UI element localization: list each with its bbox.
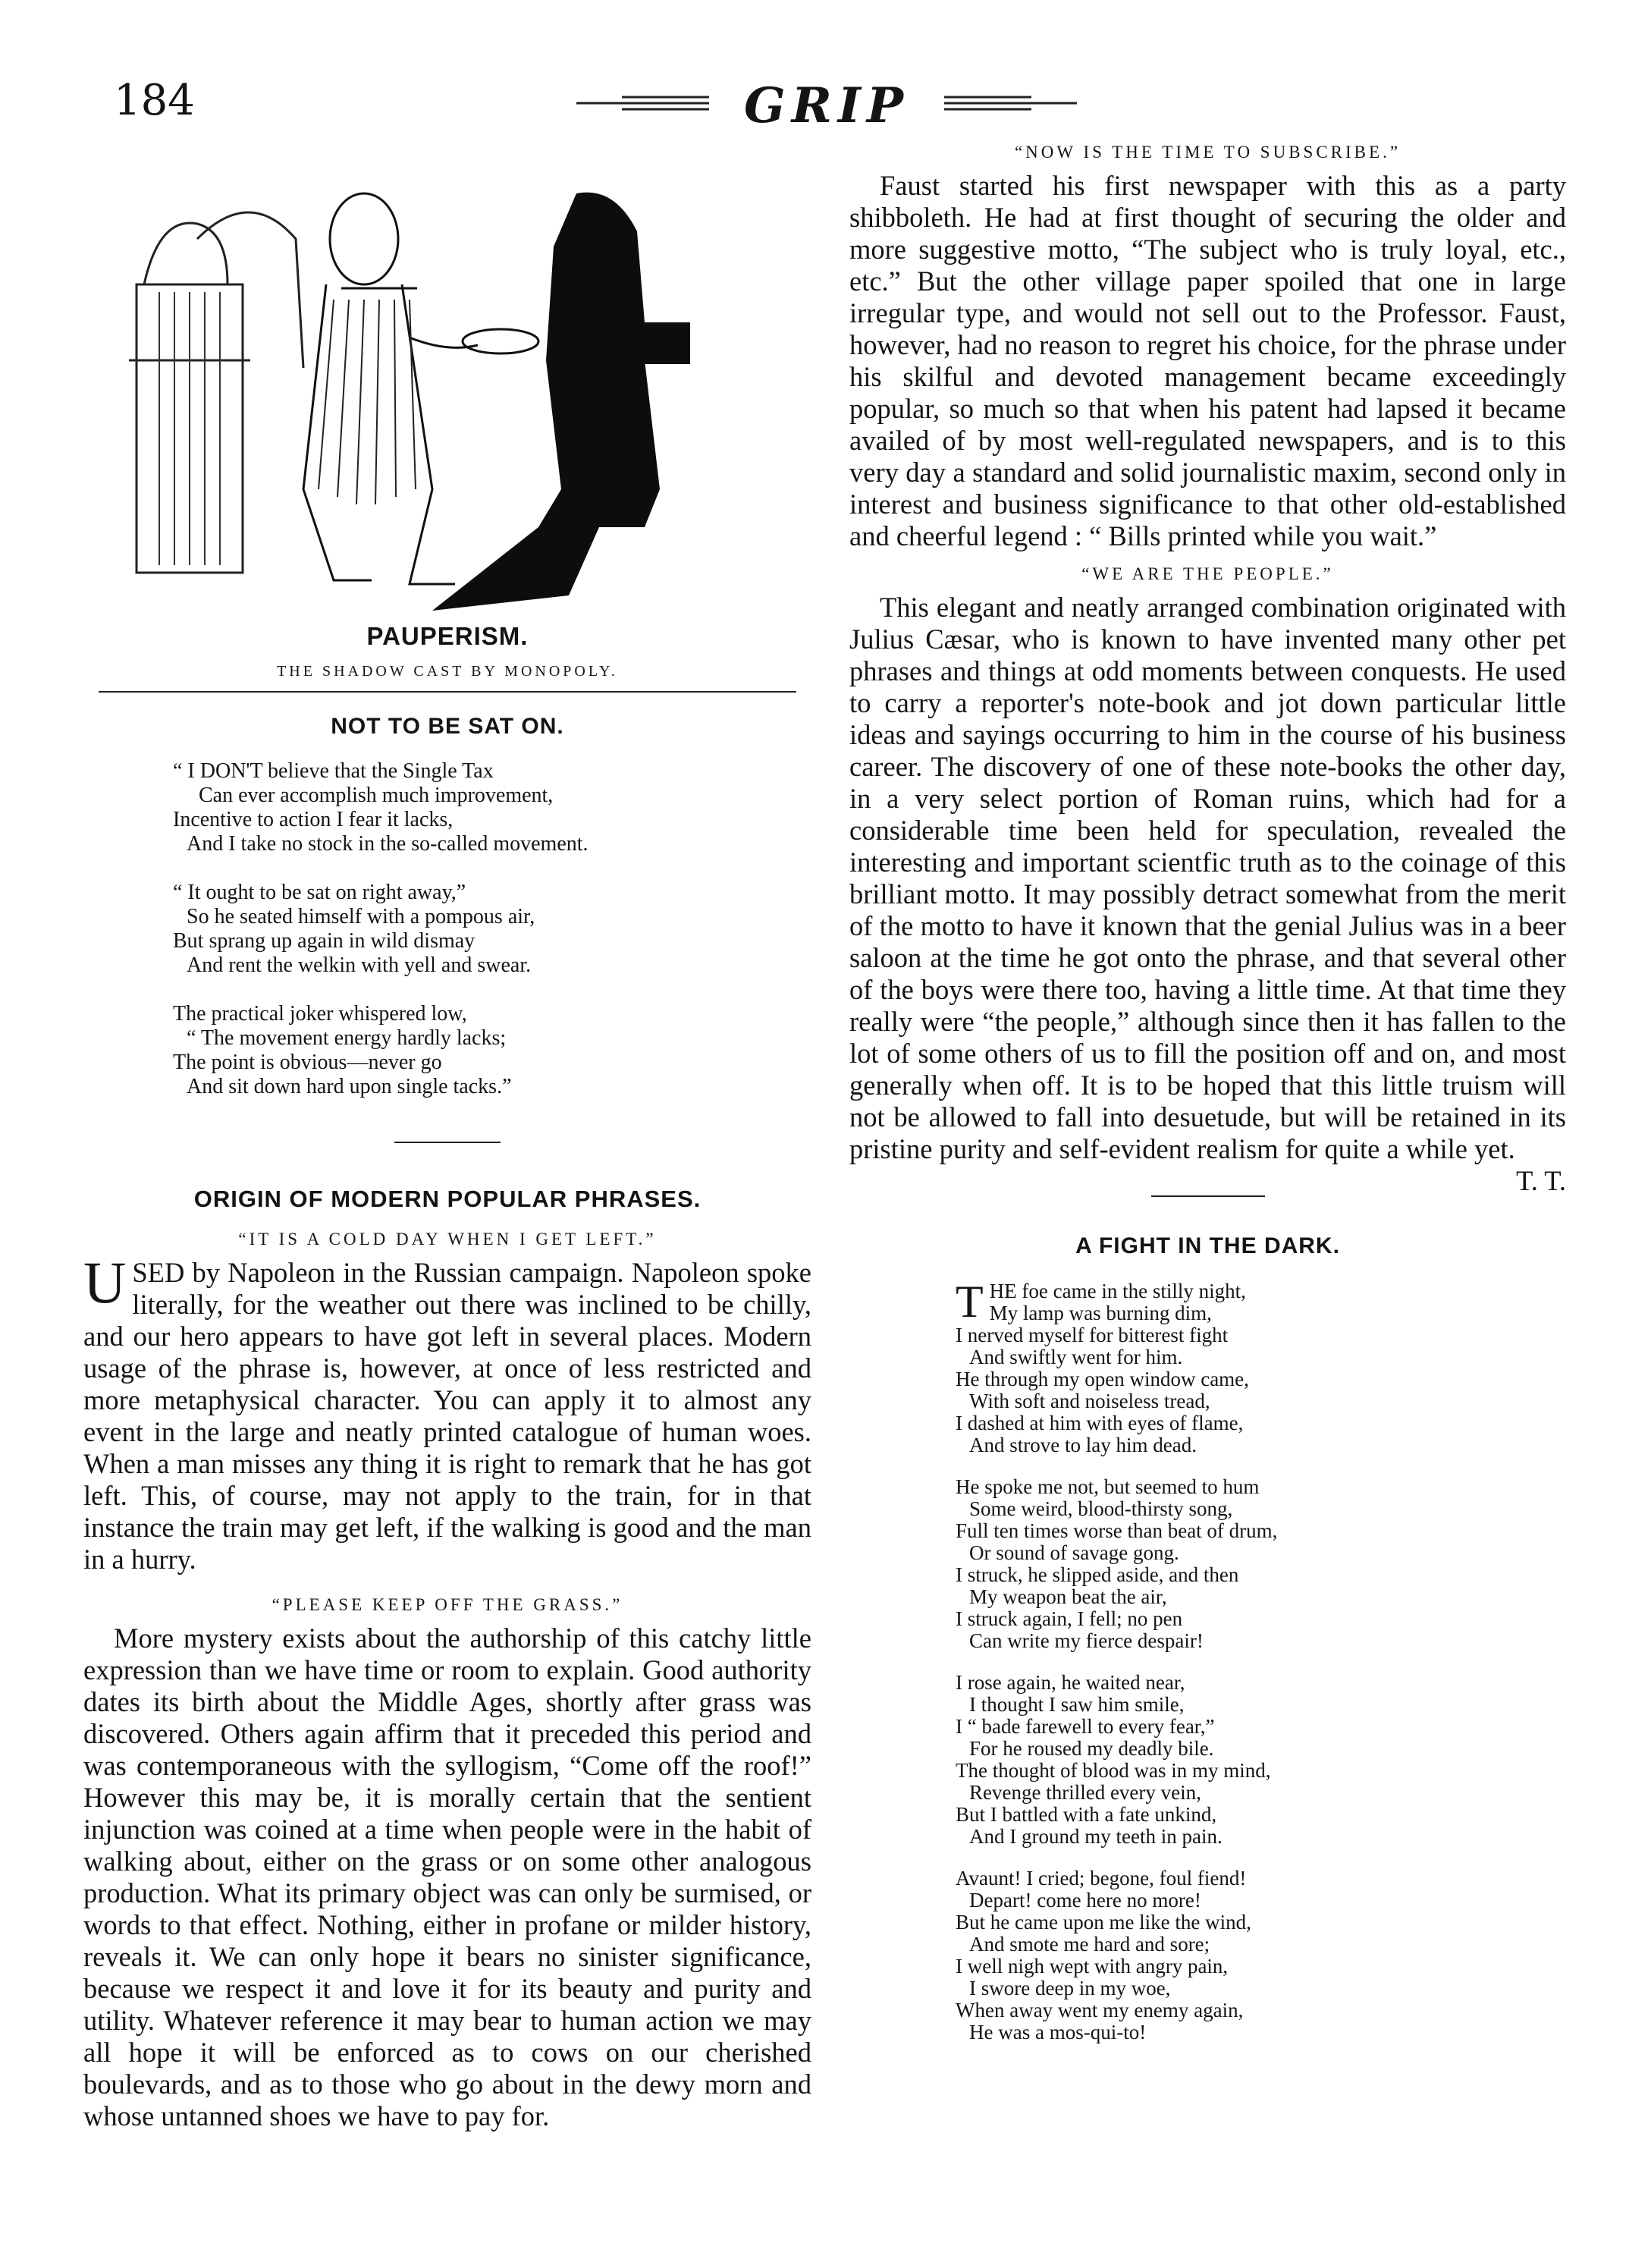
poem-fight <box>956 1277 1566 2043</box>
origin-paragraph: This elegant and neatly arranged combination originated with Julius Cæsar, who is known to have invented many other pet phrases and things at odd moments between conquests. He used to carry a reporter's note-book and jot down particular little ideas and sayings occurring to him in the course of his business career. The discovery of one of these note-books the other day, in a very select portion of Roman ruins, which had for a considerable time been held for speculation, revealed the interesting and important scientfic truth as to the coinage of this brilliant motto. It may possibly detract somewhat from the merit of the motto to have it known that the genial Julius was in a beer saloon at the time he got onto the phrase, and that several other of the boys were there too, having a little time. At that time they really were “the people,” although since then it has fallen to the lot of some others of us to fill the position off and on, and most generally when off. It is to be hoped that this little truism will not be allowed to fall into desuetude, but will be retained in its pristine purity and self-evident realism for quite a while yet. T. T. <box>849 592 1566 1196</box>
poem-line: HE foe came in the stilly night, <box>989 1280 1246 1302</box>
poem-line: Avaunt! I cried; begone, foul fiend! <box>956 1867 1247 1889</box>
poem-line: The point is obvious—never go <box>173 1051 442 1074</box>
poem-line: With soft and noiseless tread, <box>969 1390 1210 1412</box>
poem-line: He spoke me not, but seemed to hum <box>956 1475 1260 1498</box>
poem-line: Can ever accomplish much improvement, <box>199 784 554 807</box>
poem-not-sat-title: NOT TO BE SAT ON. <box>331 714 564 739</box>
poem-stanza <box>956 1672 1566 1848</box>
poem-line: “ It ought to be sat on right away,” <box>173 881 466 904</box>
divider <box>1151 1195 1265 1197</box>
poem-line: I swore deep in my woe, <box>969 1977 1171 1999</box>
poem-line: Incentive to action I fear it lacks, <box>173 808 454 831</box>
divider <box>394 1142 501 1143</box>
poem-line: The thought of blood was in my mind, <box>956 1759 1271 1782</box>
poem-line: I thought I saw him smile, <box>969 1693 1185 1716</box>
poem-line: And rent the welkin with yell and swear. <box>187 953 532 977</box>
poem-stanza <box>173 759 811 856</box>
poem-stanza <box>956 1277 1566 1456</box>
origin-title: ORIGIN OF MODERN POPULAR PHRASES. <box>193 1186 702 1212</box>
poem-line: Revenge thrilled every vein, <box>969 1781 1201 1804</box>
origin-paragraph: More mystery exists about the authorship of this catchy little expression than we have time or room to explain. Good authority dates its birth about the Middle Ages, shortly after grass was discovered. Others again affirm that it preceded this period and was contemporaneous with the syllogism, “Come off the roof!” However this may be, it is morally certain that the sentient injunction was coined at a time when people were in the habit of walking about, either on the grass or on some other analogous production. What its primary object was can only be surmised, or words to that effect. Nothing, either in profane or milder history, reveals it. We can only hope it bears no sinister significance, because we respect it and love it for its beauty and purity and utility. Whatever reference it may bear to human action we may all hope it will be enforced as to cows on our cherished boulevards, and as to those who go about in the dewy morn and whose untanned shoes we have to pay for. <box>83 1622 811 2131</box>
poem-line: And I ground my teeth in pain. <box>969 1825 1223 1848</box>
poem-line: I struck, he slipped aside, and then <box>956 1563 1239 1586</box>
poem-line: And strove to lay him dead. <box>969 1434 1197 1456</box>
masthead <box>576 73 1077 134</box>
origin-paragraph: Faust started his first newspaper with this as a party shibboleth. He had at first thought of securing the older and more suggestive motto, “The subject who is truly loyal, etc., etc.” But the other village paper spoiled that one in large irregular type, and would not sell out to the Professor. Faust, however, had no reason to regret his choice, for the phrase under his skilful and devoted management became exceedingly popular, so much so that when his patent had lapsed it became availed of by most well-regulated newspapers, and is to this very day a standard and solid journalistic maxim, second only in interest and business significance to that other old-established and cheerful legend : “ Bills printed while you wait.” <box>849 170 1566 551</box>
poem-line: He through my open window came, <box>956 1368 1249 1390</box>
poem-line: And sit down hard upon single tacks.” <box>187 1075 512 1098</box>
poem-line: Can write my fierce despair! <box>969 1629 1204 1652</box>
poem-line: Or sound of savage gong. <box>969 1541 1179 1564</box>
poem-line: I nerved myself for bitterest fight <box>956 1324 1229 1346</box>
poem-line: For he roused my deadly bile. <box>969 1737 1214 1760</box>
poem-line: When away went my enemy again, <box>956 1999 1244 2021</box>
origin-sub-subscribe: “NOW IS THE TIME TO SUBSCRIBE.” <box>1014 143 1401 162</box>
poem-line: But sprang up again in wild dismay <box>173 929 476 953</box>
magazine-title: GRIP <box>744 77 909 134</box>
fight-title: A FIGHT IN THE DARK. <box>1075 1233 1340 1258</box>
poem-line: And I take no stock in the so-called movement. <box>187 832 589 856</box>
poem-not-sat <box>173 759 811 1099</box>
origin-sub-people: “WE ARE THE PEOPLE.” <box>1081 564 1334 583</box>
poem-stanza <box>956 1867 1566 2043</box>
poem-line: So he seated himself with a pompous air, <box>187 905 535 928</box>
poem-line: The practical joker whispered low, <box>173 1002 467 1026</box>
page-number: 184 <box>114 76 195 125</box>
poem-line: And swiftly went for him. <box>969 1346 1183 1368</box>
poem-line: But he came upon me like the wind, <box>956 1911 1251 1933</box>
poem-stanza <box>173 881 811 978</box>
poem-line: “ The movement energy hardly lacks; <box>187 1026 507 1050</box>
dropcap: U <box>83 1249 127 1315</box>
origin-sub-grass: “PLEASE KEEP OFF THE GRASS.” <box>272 1595 623 1614</box>
cartoon-title: PAUPERISM. <box>366 622 529 650</box>
poem-stanza <box>956 1476 1566 1652</box>
poem-line: And smote me hard and sore; <box>969 1933 1210 1955</box>
poem-stanza <box>173 1002 811 1099</box>
dropcap: T <box>956 1277 984 1327</box>
poem-line: But I battled with a fate unkind, <box>956 1803 1217 1826</box>
poem-line: I dashed at him with eyes of flame, <box>956 1412 1244 1434</box>
cartoon-subtitle: THE SHADOW CAST BY MONOPOLY. <box>277 663 618 680</box>
origin-sub-cold-day: “IT IS A COLD DAY WHEN I GET LEFT.” <box>238 1230 657 1249</box>
poem-line: Some weird, blood-thirsty song, <box>969 1497 1233 1520</box>
poem-line: I “ bade farewell to every fear,” <box>956 1715 1215 1738</box>
divider <box>99 691 796 693</box>
author-signoff: T. T. <box>1516 1165 1566 1196</box>
poem-line: I rose again, he waited near, <box>956 1671 1185 1694</box>
poem-line: I struck again, I fell; no pen <box>956 1607 1183 1630</box>
poem-line: “ I DON'T believe that the Single Tax <box>173 759 494 783</box>
left-column <box>83 159 811 2132</box>
poem-line: I well nigh wept with angry pain, <box>956 1955 1229 1977</box>
poem-line: My lamp was burning dim, <box>989 1302 1212 1324</box>
origin-paragraph: USED by Napoleon in the Russian campaign. Napoleon spoke literally, for the weather out there was inclined to be chilly, and our hero appears to have got left in several places. Modern usage of the phrase is, however, at once of less restricted and more metaphysical character. You can apply it to almost any event in the large and neatly printed catalogue of human woes. When a man misses any thing it is right to remark that he has got left. This, of course, may not apply to the train, for in that instance the train may get left, if the walking is good and the man in a hurry. <box>83 1249 811 1575</box>
right-column <box>849 143 1566 2043</box>
poem-line: Depart! come here no more! <box>969 1889 1201 1911</box>
poem-line: He was a mos-qui-to! <box>969 2021 1147 2043</box>
poem-line: Full ten times worse than beat of drum, <box>956 1519 1278 1542</box>
poem-line: My weapon beat the air, <box>969 1585 1167 1608</box>
